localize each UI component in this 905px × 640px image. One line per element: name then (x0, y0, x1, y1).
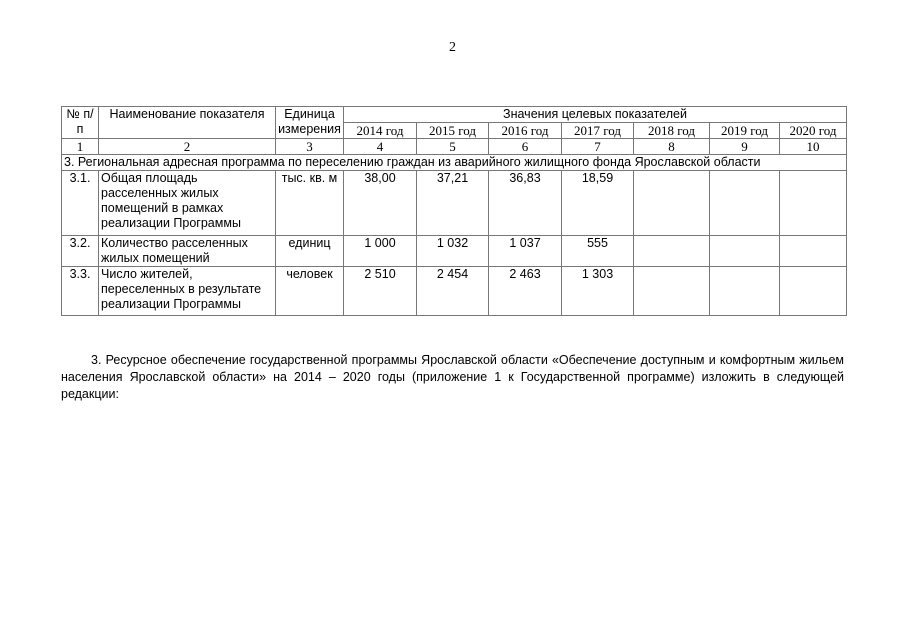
table-row (62, 171, 847, 236)
row-value: 1 303 (562, 267, 634, 316)
row-value (780, 171, 847, 236)
row-name: Количество расселенных жилых помещений (99, 236, 276, 267)
row-value (710, 171, 780, 236)
header-values-title: Значения целевых показателей (344, 107, 847, 123)
row-value: 2 463 (489, 267, 562, 316)
column-number: 8 (634, 139, 710, 155)
row-value: 2 510 (344, 267, 417, 316)
row-value: 1 032 (417, 236, 489, 267)
row-value: 38,00 (344, 171, 417, 236)
column-number: 1 (62, 139, 99, 155)
column-number: 10 (780, 139, 847, 155)
row-value: 1 037 (489, 236, 562, 267)
table-row (62, 236, 847, 267)
header-name: Наименование показателя (99, 107, 276, 139)
header-year: 2015 год (417, 123, 489, 139)
row-value (710, 236, 780, 267)
section-row (62, 155, 847, 171)
header-year: 2017 год (562, 123, 634, 139)
row-num: 3.3. (62, 267, 99, 316)
column-number: 9 (710, 139, 780, 155)
column-number: 3 (276, 139, 344, 155)
header-num: № п/п (62, 107, 99, 139)
row-num: 3.1. (62, 171, 99, 236)
column-number: 2 (99, 139, 276, 155)
target-indicators-table (61, 106, 847, 316)
row-value: 1 000 (344, 236, 417, 267)
column-number: 4 (344, 139, 417, 155)
row-value: 18,59 (562, 171, 634, 236)
row-value (634, 267, 710, 316)
header-year: 2014 год (344, 123, 417, 139)
table-row (62, 267, 847, 316)
row-value (634, 171, 710, 236)
header-year: 2016 год (489, 123, 562, 139)
section-title: 3. Региональная адресная программа по переселению граждан из аварийного жилищного фонда Ярославской области (62, 155, 847, 171)
column-number: 5 (417, 139, 489, 155)
row-value: 555 (562, 236, 634, 267)
column-number: 7 (562, 139, 634, 155)
header-year: 2019 год (710, 123, 780, 139)
row-value (634, 236, 710, 267)
header-year: 2018 год (634, 123, 710, 139)
row-value: 2 454 (417, 267, 489, 316)
row-unit: человек (276, 267, 344, 316)
page-number: 2 (449, 40, 456, 55)
table-header-row (62, 107, 847, 123)
row-value (780, 267, 847, 316)
row-value (780, 236, 847, 267)
row-unit: единиц (276, 236, 344, 267)
row-value (710, 267, 780, 316)
row-unit: тыс. кв. м (276, 171, 344, 236)
row-value: 37,21 (417, 171, 489, 236)
row-num: 3.2. (62, 236, 99, 267)
column-numbers-row (62, 139, 847, 155)
column-number: 6 (489, 139, 562, 155)
resource-paragraph: 3. Ресурсное обеспечение государственной программы Ярославской области «Обеспечение доступным и комфортным жильем населения Ярославской области» на 2014 – 2020 годы (приложение 1 к Государственной программе) изложить в следующей редакции: (61, 353, 844, 401)
header-year: 2020 год (780, 123, 847, 139)
header-unit: Единица измерения (276, 107, 344, 139)
row-value: 36,83 (489, 171, 562, 236)
row-name: Число жителей, переселенных в результате реализации Программы (99, 267, 276, 316)
row-name: Общая площадь расселенных жилых помещений в рамках реализации Программы (99, 171, 276, 236)
